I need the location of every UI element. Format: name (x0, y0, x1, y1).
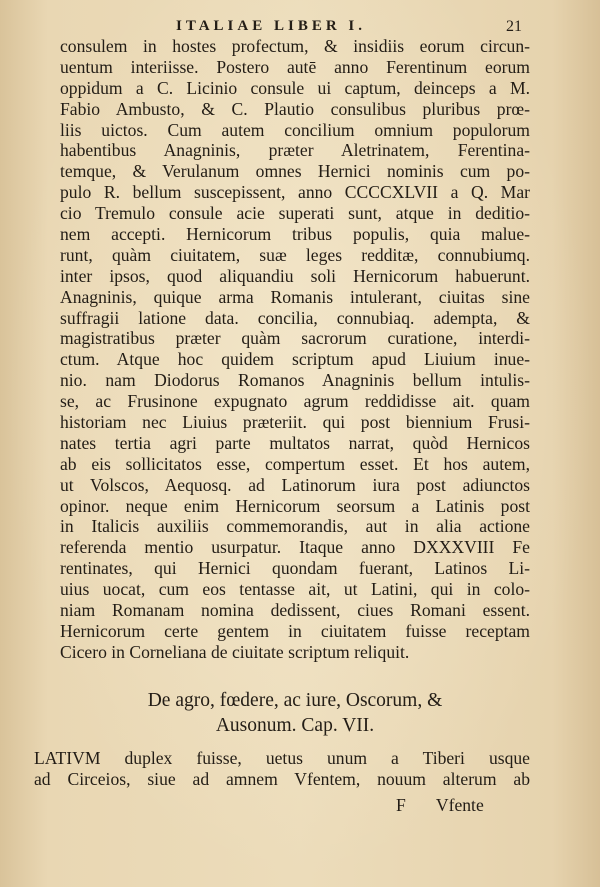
text-line: inter ipsos, quod aliquandiu soli Hernicorum habuerunt. (60, 265, 530, 286)
text-line: suffragii latione data. concilia, connubiaq. adempta, & (60, 307, 530, 328)
text-line: ad Circeios, siue ad amnem Vfentem, nouum alterum ab (34, 768, 530, 789)
text-line: cio Tremulo consule acie superati sunt, atque in deditio- (60, 203, 530, 224)
text-line: ab eis sollicitatos esse, compertum esset. Et hos autem, (60, 453, 530, 474)
running-head: ITALIAE LIBER I. (175, 18, 366, 34)
chapter-heading-line: De agro, fœdere, ac iure, Oscorum, & (147, 690, 443, 711)
text-line: in Italicis auxiliis commemorandis, aut in alia actione (60, 516, 530, 537)
text-line: nem accepti. Hernicorum tribus populis, quia malue- (60, 224, 530, 245)
text-line: magistratibus præter quàm sacrorum curatione, interdi- (60, 328, 530, 349)
text-line: runt, quàm ciuitatem, suæ leges redditæ, connubiumq. (60, 244, 530, 265)
text-line: ut Volscos, Aequosq. ad Latinorum iura post adiunctos (60, 474, 530, 495)
text-line: se, ac Frusinone expugnato agrum reddidisse ait. quam (60, 391, 530, 412)
text-line: liis uictos. Cum autem concilium omnium populorum (60, 119, 530, 140)
text-line: uius uocat, cum eos tentasse ait, ut Latini, qui in colo- (60, 579, 530, 600)
text-line: opinor. neque enim Hernicorum seorsum a Latinis post (60, 495, 530, 516)
text-line: Fabio Ambusto, & C. Plautio consulibus pluribus prœ- (60, 98, 530, 119)
chapter-heading (60, 688, 530, 738)
signature-mark: F (396, 795, 406, 815)
text-line: LATIVM duplex fuisse, uetus unum a Tiberi usque (34, 748, 530, 768)
text-line: Anagninis, quique arma Romanis intulerant, ciuitas sine (60, 286, 530, 307)
text-line: consulem in hostes profectum, & insidiis eorum circun- (60, 36, 530, 56)
chapter-heading-line: Ausonum. Cap. VII. (215, 715, 375, 736)
text-line: nio. nam Diodorus Romanos Anagninis bellum intulis- (60, 370, 530, 391)
text-line: temque, & Verulanum omnes Hernici nominis cum po- (60, 161, 530, 182)
text-line: nates tertia agri parte multatos narrat, quòd Hernicos (60, 432, 530, 453)
text-line: ctum. Atque hoc quidem scriptum apud Liuium inue- (60, 349, 530, 370)
page-number: 21 (506, 18, 522, 35)
main-text-block (60, 36, 530, 663)
text-line: pulo R. bellum suscepissent, anno CCCCXLVII a Q. Mar (60, 182, 530, 203)
text-line: uentum interiisse. Postero autē anno Ferentinum eorum (60, 56, 530, 77)
text-line: Cicero in Corneliana de ciuitate scriptum reliquit. (60, 641, 410, 662)
chapter-text-block (34, 748, 530, 790)
text-line: referenda mentio usurpatur. Itaque anno DXXXVIII Fe (60, 537, 530, 558)
text-line: habentibus Anagninis, præter Aletrinatem, Ferentina- (60, 140, 530, 161)
text-line: oppidum a C. Licinio consule ui captum, deinceps a M. (60, 77, 530, 98)
text-line: niam Romanam nomina dedissent, ciues Romani essent. (60, 600, 530, 621)
page-footer (396, 795, 516, 816)
text-line: rentinates, qui Hernici quondam fuerant, Latinos Li- (60, 558, 530, 579)
text-line: historiam nec Liuius præteriit. qui post biennium Frusi- (60, 412, 530, 433)
text-line: Hernicorum certe gentem in ciuitatem fuisse receptam (60, 620, 530, 641)
catchword: Vfente (435, 795, 484, 815)
